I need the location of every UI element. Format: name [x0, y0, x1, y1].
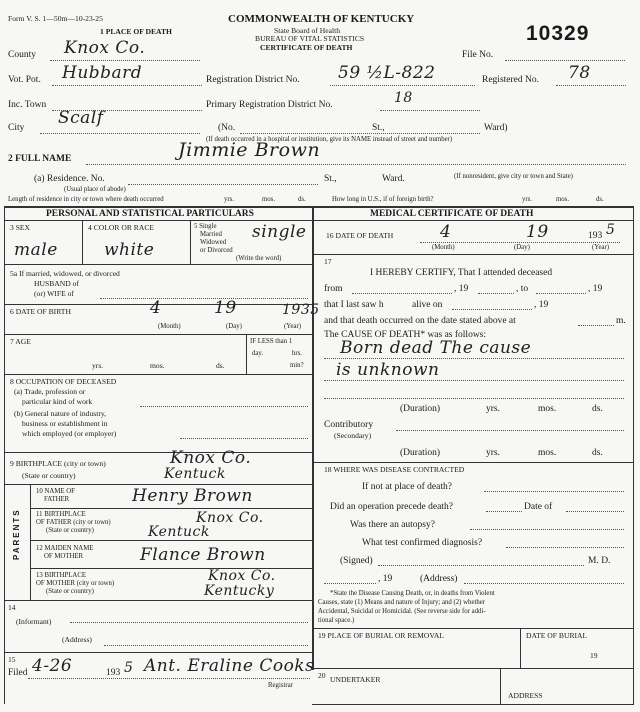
footnote-2: Causes, state (1) Means and nature of Injury; and (2) whether [318, 599, 486, 606]
footnote-4: tional space.) [318, 617, 355, 624]
mother-birthplace-label-2: OF MOTHER (city or town) [36, 580, 115, 587]
mother-birthplace-label-3: (State or country) [46, 588, 94, 595]
dob-month-label: (Month) [158, 323, 181, 330]
duration-label-1: (Duration) [400, 404, 441, 414]
birthplace-label-2: (State or country) [22, 471, 76, 480]
father-birthplace-label-2: OF FATHER (city or town) [36, 519, 111, 526]
from-label: from [324, 284, 343, 294]
dod-month: 4 [440, 222, 452, 242]
duration-1-yrs: yrs. [486, 404, 500, 414]
to-19: , 19 [588, 284, 603, 294]
how-long-mos: mos. [556, 196, 570, 203]
dod-month-label: (Month) [432, 244, 455, 251]
marital-label-married: Married [200, 231, 222, 238]
residence-label: (a) Residence. No. [34, 174, 105, 184]
father-birthplace-value-1: Knox Co. [196, 510, 264, 526]
birthplace-value-2: Kentuck [164, 466, 226, 482]
mother-birthplace-value-1: Knox Co. [208, 568, 276, 584]
filed-signature: Ant. Eraline Cooks [144, 656, 315, 676]
not-at-place-label: If not at place of death? [362, 482, 452, 492]
mother-name-value: Flance Brown [140, 545, 266, 565]
hospital-note: (If death occurred in a hospital or institution, give its NAME instead of street and number) [206, 136, 453, 143]
burial-place-label: 19 PLACE OF BURIAL OR REMOVAL [318, 631, 444, 640]
birthplace-value-1: Knox Co. [170, 448, 252, 468]
vot-pot-label: Vot. Pot. [8, 75, 41, 85]
file-no-label: File No. [462, 50, 494, 60]
inc-town-label: Inc. Town [8, 100, 47, 110]
undertaker-label: UNDERTAKER [330, 675, 381, 684]
father-birthplace-value-2: Kentuck [148, 524, 210, 540]
operation-label: Did an operation precede death? [330, 502, 453, 512]
mother-birthplace-value-2: Kentucky [204, 583, 275, 599]
birthplace-label-1: 9 BIRTHPLACE (city or town) [10, 459, 106, 468]
informant-address-label: (Address) [62, 635, 92, 644]
marital-note: (Write the word) [236, 255, 282, 262]
certificate-title-4: CERTIFICATE OF DEATH [260, 43, 353, 52]
dob-label: 6 DATE OF BIRTH [10, 307, 71, 316]
duration-label-2: (Duration) [400, 448, 441, 458]
burial-date-label: DATE OF BURIAL [526, 631, 588, 640]
how-long-us-label: How long in U.S., if of foreign birth? [332, 196, 434, 203]
father-name-label-1: 10 NAME OF [36, 488, 75, 495]
signed-label: (Signed) [340, 556, 373, 566]
date-of-label: Date of [524, 502, 553, 512]
length-residence-note: Length of residence in city or town where death occurred [8, 196, 164, 203]
place-of-death-heading: 1 PLACE OF DEATH [100, 27, 172, 36]
dod-day: 19 [526, 222, 549, 242]
md-label: M. D. [588, 556, 611, 566]
secondary-label: (Secondary) [334, 431, 372, 440]
certificate-title-3: BUREAU OF VITAL STATISTICS [255, 34, 365, 43]
husband-label-2: HUSBAND of [34, 279, 79, 288]
dod-label: 16 DATE OF DEATH [326, 231, 394, 240]
color-label: 4 COLOR OR RACE [88, 223, 155, 232]
color-value: white [104, 240, 155, 260]
father-name-value: Henry Brown [132, 486, 253, 506]
marital-value: single [252, 222, 307, 242]
full-name-value: Jimmie Brown [178, 139, 321, 161]
residence-ward-label: Ward. [382, 174, 405, 184]
dob-year: 1935 [282, 302, 320, 318]
dod-year-value: 5 [606, 222, 616, 238]
less-than-label: IF LESS than 1 [250, 338, 293, 345]
age-ds: ds. [216, 361, 225, 370]
dob-year-label: (Year) [284, 323, 302, 330]
to-label: , to [516, 284, 529, 294]
less-than-hrs: hrs. [292, 350, 303, 357]
signed-19: , 19 [378, 574, 393, 584]
informant-number: 14 [8, 603, 16, 612]
filed-value: 4-26 [32, 656, 73, 676]
burial-19: 19 [590, 651, 598, 660]
alive-on-label: alive on [412, 300, 443, 310]
filed-label: Filed [8, 668, 28, 678]
form-number: Form V. S. 1—50m—10-23-25 [8, 14, 103, 23]
marital-label-single: 5 Single [194, 223, 217, 230]
occupation-label-1: 8 OCCUPATION OF DECEASED [10, 377, 117, 386]
occupation-label-4: (b) General nature of industry, [14, 409, 107, 418]
county-label: County [8, 50, 36, 60]
ward-label: Ward) [484, 123, 508, 133]
county-value: Knox Co. [64, 38, 146, 58]
registration-district-value: 59 ½L-822 [338, 63, 436, 83]
how-long-ds: ds. [596, 196, 604, 203]
autopsy-label: Was there an autopsy? [350, 520, 435, 530]
father-birthplace-label-1: 11 BIRTHPLACE [36, 511, 86, 518]
test-label: What test confirmed diagnosis? [362, 538, 483, 548]
footnote-3: Accidental, Suicidal or Homicidal. (See reverse side for addi- [318, 608, 486, 615]
dod-year-prefix: 193 [588, 231, 603, 241]
residence-st-label: St., [324, 174, 337, 184]
informant-label: (Informant) [16, 617, 52, 626]
alive-on-19: , 19 [534, 300, 549, 310]
filed-year-value: 5 [124, 660, 134, 676]
last-saw-label: that I last saw h [324, 300, 384, 310]
less-than-day: day. [252, 350, 264, 357]
registration-district-label: Registration District No. [206, 75, 300, 85]
age-mos: mos. [150, 361, 165, 370]
primary-registration-label: Primary Registration District No. [206, 100, 333, 110]
marital-label-widowed: Widowed [200, 239, 227, 246]
contributory-label: Contributory [324, 420, 374, 430]
mother-name-label-1: 12 MAIDEN NAME [36, 545, 94, 552]
city-label: City [8, 123, 25, 133]
father-name-label-2: FATHER [44, 496, 70, 503]
personal-heading: PERSONAL AND STATISTICAL PARTICULARS [46, 209, 254, 219]
father-birthplace-label-3: (State or country) [46, 527, 94, 534]
certificate-stamp-number: 10329 [526, 22, 590, 45]
from-19: , 19 [454, 284, 469, 294]
cause-value-1: Born dead The cause [340, 338, 532, 358]
husband-label-3: (or) WIFE of [34, 289, 74, 298]
certify-text: I HEREBY CERTIFY, That I attended deceased [370, 268, 553, 278]
footnote-1: *State the Disease Causing Death, or, in deaths from Violent [330, 590, 495, 597]
cause-label: The CAUSE OF DEATH* was as follows: [324, 330, 487, 340]
city-value: Scalf [58, 108, 104, 128]
dod-day-label: (Day) [514, 244, 530, 251]
death-occurred-text: and that death occurred on the date stated above at [324, 316, 516, 326]
nonresident-note: (If nonresident, give city or town and State) [454, 173, 573, 180]
undertaker-address-label: ADDRESS [508, 691, 543, 700]
occupation-label-5: business or establishment in [22, 419, 108, 428]
occupation-label-3: particular kind of work [22, 397, 93, 406]
parents-vertical-label: PARENTS [12, 508, 21, 560]
item-18-label: 18 WHERE WAS DISEASE CONTRACTED [324, 465, 465, 474]
duration-2-mos: mos. [538, 448, 557, 458]
duration-1-ds: ds. [592, 404, 603, 414]
duration-1-mos: mos. [538, 404, 557, 414]
registered-no-value: 78 [568, 63, 591, 83]
signed-address-label: (Address) [420, 574, 458, 584]
item-20: 20 [318, 671, 326, 680]
occupation-label-6: which employed (or employer) [22, 429, 117, 438]
mother-birthplace-label-1: 13 BIRTHPLACE [36, 572, 87, 579]
age-label: 7 AGE [10, 337, 31, 346]
sex-label: 3 SEX [10, 223, 31, 232]
how-long-yrs: yrs. [522, 196, 533, 203]
occupation-label-2: (a) Trade, profession or [14, 387, 86, 396]
length-ds: ds. [298, 196, 306, 203]
registered-no-label: Registered No. [482, 75, 539, 85]
certificate-title-2: State Board of Health [274, 26, 341, 35]
dob-day: 19 [214, 298, 237, 318]
dob-day-label: (Day) [226, 323, 242, 330]
vot-pot-value: Hubbard [62, 63, 143, 83]
length-yrs: yrs. [224, 196, 235, 203]
sex-value: male [14, 240, 58, 260]
filed-year-prefix: 193 [106, 668, 121, 678]
item-17: 17 [324, 257, 332, 266]
duration-2-yrs: yrs. [486, 448, 500, 458]
primary-registration-value: 18 [394, 90, 413, 106]
full-name-label: 2 FULL NAME [8, 154, 72, 164]
length-mos: mos. [262, 196, 276, 203]
medical-heading: MEDICAL CERTIFICATE OF DEATH [370, 209, 534, 219]
duration-2-ds: ds. [592, 448, 603, 458]
street-label: St., [372, 123, 385, 133]
usual-place-note: (Usual place of abode) [64, 186, 126, 193]
cause-value-2: is unknown [336, 360, 440, 380]
registrar-label: Registrar [268, 682, 293, 689]
dod-year-label: (Year) [592, 244, 610, 251]
certificate-title-1: COMMONWEALTH OF KENTUCKY [228, 13, 415, 25]
filed-number: 15 [8, 655, 16, 664]
mother-name-label-2: OF MOTHER [44, 553, 84, 560]
husband-label-1: 5a If married, widowed, or divorced [10, 269, 120, 278]
street-no-label: (No. [218, 123, 236, 133]
death-occurred-m: m. [616, 316, 626, 326]
less-than-min: min? [290, 362, 304, 369]
dob-month: 4 [150, 298, 162, 318]
marital-label-divorced: or Divorced [200, 247, 233, 254]
age-yrs: yrs. [92, 361, 104, 370]
